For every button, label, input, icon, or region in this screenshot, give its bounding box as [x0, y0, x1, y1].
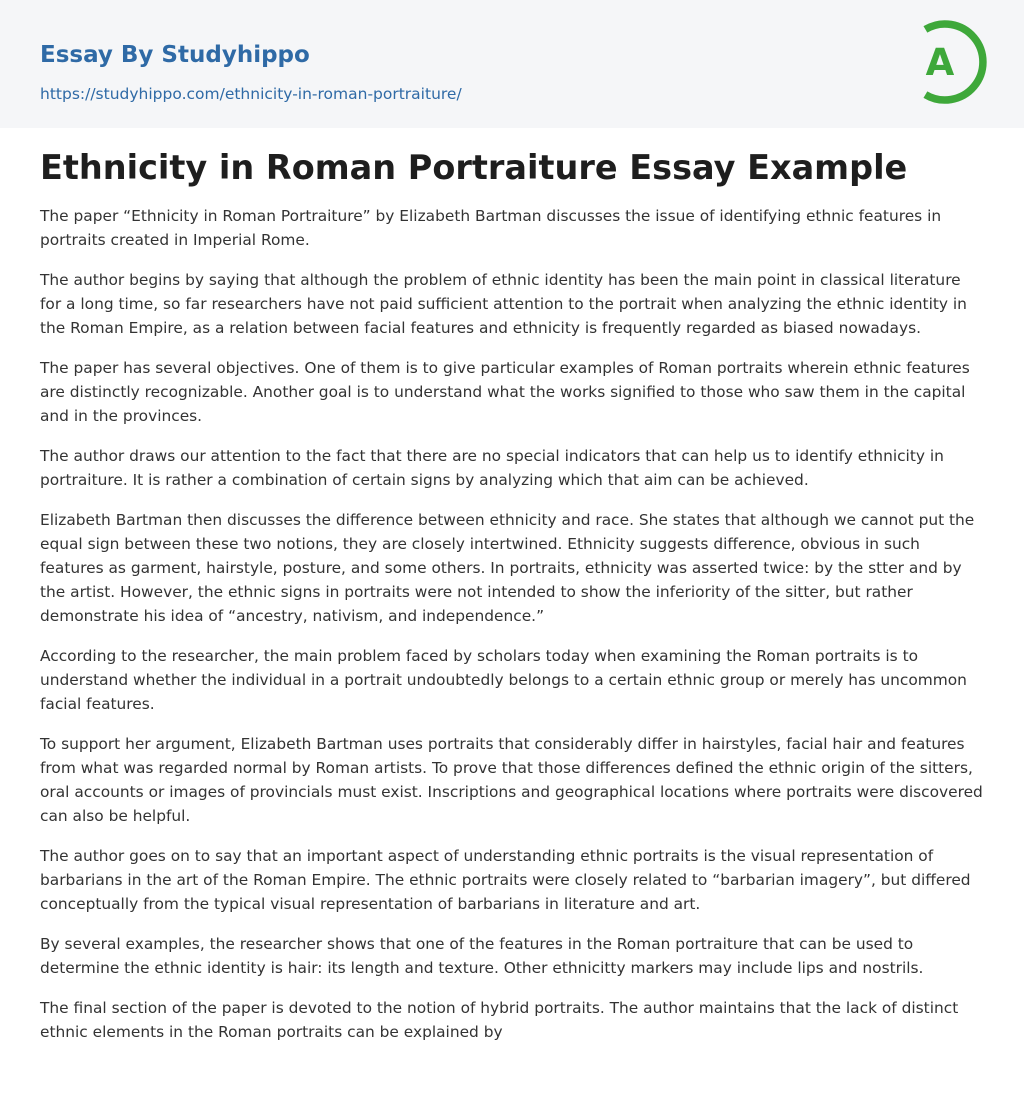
paragraph: The paper has several objectives. One of them is to give particular examples of Roman portraits wherein ethnic features are distinctly recognizable. Another goal is to understand what the works signified to those who saw them in the capital and in the provinces. — [40, 359, 970, 425]
brand-title[interactable]: Essay By Studyhippo — [40, 42, 310, 68]
paragraph: According to the researcher, the main problem faced by scholars today when examining the Roman portraits is to understand whether the individual in a portrait undoubtedly belongs to a certain ethnic group or merely has uncommon facial features. — [40, 647, 967, 713]
paragraph: The final section of the paper is devoted to the notion of hybrid portraits. The author maintains that the lack of distinct ethnic elements in the Roman portraits can be explained by — [40, 999, 959, 1041]
paragraph: Elizabeth Bartman then discusses the difference between ethnicity and race. She states that although we cannot put the equal sign between these two notions, they are closely intertwined. Ethnicity suggests difference, obvious in such features as garment, hairstyle, posture, and some others. In portraits, ethnicity was asserted twice: by the stter and by the artist. However, the ethnic signs in portraits were not intended to show the inferiority of the sitter, but rather demonstrate his idea of “ancestry, nativism, and independence.” — [40, 511, 975, 625]
paragraph: The author draws our attention to the fact that there are no special indicators that can help us to identify ethnicity in portraiture. It is rather a combination of certain signs by analyzing which that aim can be achieved. — [40, 447, 944, 489]
logo-letter: A — [925, 41, 955, 84]
paragraph: To support her argument, Elizabeth Bartman uses portraits that considerably differ in hairstyles, facial hair and features from what was regarded normal by Roman artists. To prove that those differences defined the ethnic origin of the sitters, oral accounts or images of provincials must exist. Inscriptions and geographical locations where portraits were discovered can also be helpful. — [40, 735, 983, 825]
page-title: Ethnicity in Roman Portraiture Essay Example — [40, 148, 908, 187]
paragraph: By several examples, the researcher shows that one of the features in the Roman portraiture that can be used to determine the ethnic identity is hair: its length and texture. Other ethnicitty markers may include lips and nostrils. — [40, 935, 924, 977]
article — [40, 140, 986, 1060]
paragraph: The paper “Ethnicity in Roman Portraiture” by Elizabeth Bartman discusses the issue of identifying ethnic features in portraits created in Imperial Rome. — [40, 207, 942, 249]
studyhippo-logo-icon[interactable] — [910, 18, 988, 106]
site-header — [0, 0, 1024, 128]
source-url-link[interactable]: https://studyhippo.com/ethnicity-in-roman-portraiture/ — [40, 85, 462, 103]
paragraph: The author begins by saying that although the problem of ethnic identity has been the main point in classical literature for a long time, so far researchers have not paid sufficient attention to the portrait when analyzing the ethnic identity in the Roman Empire, as a relation between facial features and ethnicity is frequently regarded as biased nowadays. — [40, 271, 967, 337]
paragraph: The author goes on to say that an important aspect of understanding ethnic portraits is the visual representation of barbarians in the art of the Roman Empire. The ethnic portraits were closely related to “barbarian imagery”, but differed conceptually from the typical visual representation of barbarians in literature and art. — [40, 847, 971, 913]
